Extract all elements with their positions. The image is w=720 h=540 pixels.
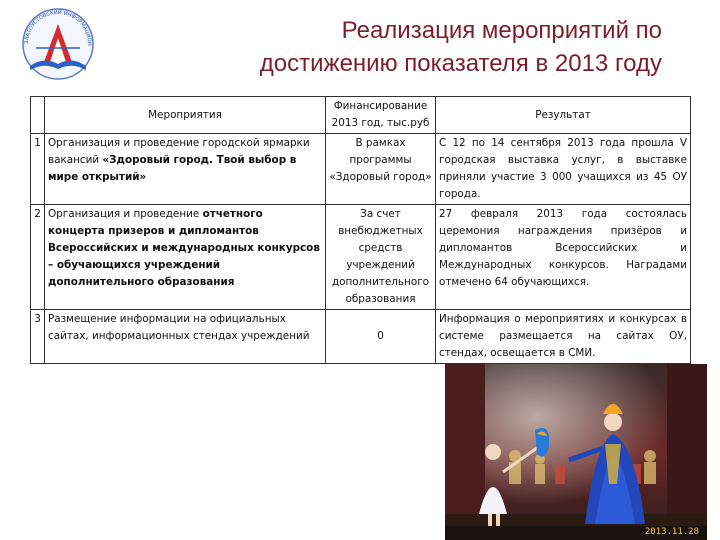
funding-cell: В рамках программы «Здоровый город» (326, 134, 436, 205)
title-line-2: достижению показателя в 2013 году (259, 50, 662, 77)
title-line-1: Реализация мероприятий по (341, 17, 662, 44)
logo-ring-text: ЗЛАТОУСТОВСКИЙ ИНФОРМАЦИОН (23, 9, 93, 46)
photo-date-stamp: 2013.11.28 (644, 527, 699, 537)
table-row (31, 134, 691, 205)
table-header-row (31, 97, 691, 134)
row-number: 3 (31, 310, 45, 364)
row-number: 1 (31, 134, 45, 205)
logo-emblem (6, 6, 110, 82)
activity-emphasis: отчетного концерта призеров и дипломантов Всероссийских и международных конкурсов – обучающихся учреждений дополнительного образования (48, 208, 320, 288)
slide-title (140, 14, 662, 80)
header-funding: Финансирование 2013 год, тыс.руб (326, 97, 436, 134)
activity-text: Организация и проведение городской ярмарки вакансий (48, 137, 310, 166)
funding-cell (326, 310, 436, 364)
activity-cell (45, 134, 326, 205)
activity-cell (45, 310, 326, 364)
funding-cell: За счет внебюджетных средств учреждений дополнительного образования (326, 205, 436, 310)
header-result: Результат (436, 97, 691, 134)
result-cell: 27 февраля 2013 года состоялась церемония награждения призёров и дипломантов Всероссийских и Международных конкурсов. Наградами отмечено 64 обучающихся. (436, 205, 691, 310)
activity-text: Организация и проведение (48, 208, 203, 220)
table-row (31, 205, 691, 310)
activities-table (30, 96, 691, 364)
header-num-cell (31, 97, 45, 134)
funding-value: 0 (377, 330, 384, 342)
result-cell: С 12 по 14 сентября 2013 года прошла V городская выставка услуг, в выставке приняли участие 3 000 учащихся из 45 ОУ города. (436, 134, 691, 205)
row-number: 2 (31, 205, 45, 310)
activity-emphasis: «Здоровый город. Твой выбор в мире открытий» (48, 154, 297, 183)
activity-cell (45, 205, 326, 310)
result-cell: Информация о мероприятиях и конкурсах в системе размещается на сайтах ОУ, стендах, освещается в СМИ. (436, 310, 691, 364)
stage-performance-image (445, 364, 707, 540)
concert-photo (445, 364, 707, 540)
arch-open-book-emblem-icon (6, 6, 110, 82)
table-row (31, 310, 691, 364)
header-activities: Мероприятия (45, 97, 326, 134)
activity-text: Размещение информации на официальных сайтах, информационных стендах учреждений (48, 313, 310, 342)
